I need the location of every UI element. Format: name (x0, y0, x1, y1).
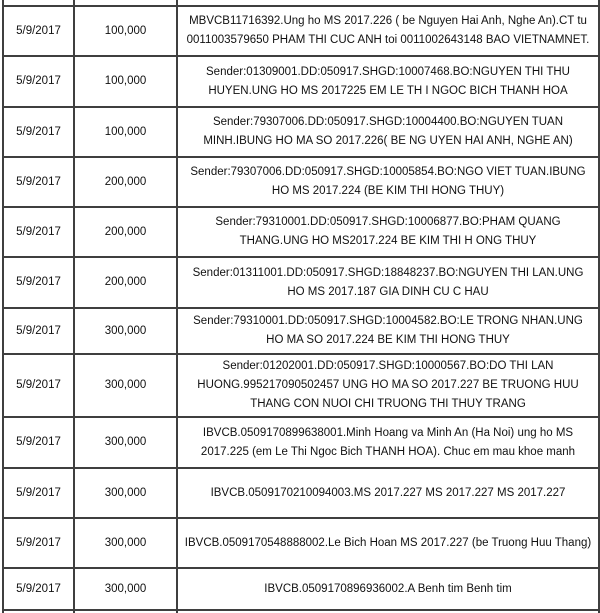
date-cell: 5/9/2017 (3, 257, 74, 308)
table-row (3, 518, 599, 568)
date-cell: 5/9/2017 (3, 6, 74, 56)
description-cell: Sender:01309001.DD:050917.SHGD:10007468.BO:NGUYEN THI THU HUYEN.UNG HO MS 2017225 EM LE TH I NGOC BICH THANH HOA (177, 56, 599, 107)
amount-cell: 300,000 (74, 308, 177, 354)
donation-transaction-table (2, 0, 600, 613)
description-cell: Sender:01202001.DD:050917.SHGD:10000567.BO:DO THI LAN HUONG.995217090502457 UNG HO MA SO 2017.227 BE TRUONG HUU THANG CON NUOI CHI TRUONG THI THUY TRANG (177, 354, 599, 417)
description-cell: IBVCB.0509170899638001.Minh Hoang va Minh An (Ha Noi) ung ho MS 2017.225 (em Le Thi Ngoc Bich THANH HOA). Chuc em mau khoe manh (177, 417, 599, 468)
date-cell: 5/9/2017 (3, 56, 74, 107)
table-row (3, 107, 599, 157)
date-cell: 5/9/2017 (3, 354, 74, 417)
date-cell: 5/9/2017 (3, 107, 74, 157)
date-cell: 5/9/2017 (3, 468, 74, 518)
date-cell: 5/9/2017 (3, 157, 74, 207)
amount-cell: 300,000 (74, 518, 177, 568)
description-cell: IBVCB.0509170548888002.Le Bich Hoan MS 2017.227 (be Truong Huu Thang) (177, 518, 599, 568)
description-cell: IBVCB.0509170896936002.A Benh tim Benh tim (177, 568, 599, 610)
date-cell: 5/9/2017 (3, 518, 74, 568)
description-cell: Sender:01311001.DD:050917.SHGD:18848237.BO:NGUYEN THI LAN.UNG HO MS 2017.187 GIA DINH CU C HAU (177, 257, 599, 308)
table-row (3, 157, 599, 207)
date-cell: 5/9/2017 (3, 308, 74, 354)
amount-cell: 200,000 (74, 207, 177, 257)
amount-cell: 200,000 (74, 157, 177, 207)
table-row (3, 417, 599, 468)
description-cell: Sender:79307006.DD:050917.SHGD:10005854.BO:NGO VIET TUAN.IBUNG HO MS 2017.224 (BE KIM THI HONG THUY) (177, 157, 599, 207)
description-cell: Sender:79310001.DD:050917.SHGD:10004582.BO:LE TRONG NHAN.UNG HO MA SO 2017.224 BE KIM THI HONG THUY (177, 308, 599, 354)
table-row (3, 56, 599, 107)
amount-cell: 300,000 (74, 568, 177, 610)
amount-cell: 300,000 (74, 354, 177, 417)
table-row (3, 6, 599, 56)
amount-cell: 300,000 (74, 468, 177, 518)
description-cell: MBVCB11716392.Ung ho MS 2017.226 ( be Nguyen Hai Anh, Nghe An).CT tu 0011003579650 PHAM THI CUC ANH toi 0011002643148 BAO VIETNAMNET. (177, 6, 599, 56)
table-row (3, 257, 599, 308)
amount-cell: 100,000 (74, 56, 177, 107)
table-row (3, 354, 599, 417)
description-cell: Sender:79307006.DD:050917.SHGD:10004400.BO:NGUYEN TUAN MINH.IBUNG HO MA SO 2017.226( BE NG UYEN HAI ANH, NGHE AN) (177, 107, 599, 157)
description-cell: IBVCB.0509170210094003.MS 2017.227 MS 2017.227 MS 2017.227 (177, 468, 599, 518)
description-cell: Sender:79310001.DD:050917.SHGD:10006877.BO:PHAM QUANG THANG.UNG HO MS2017.224 BE KIM THI H ONG THUY (177, 207, 599, 257)
date-cell: 5/9/2017 (3, 568, 74, 610)
amount-cell: 200,000 (74, 257, 177, 308)
date-cell: 5/9/2017 (3, 207, 74, 257)
date-cell: 5/9/2017 (3, 417, 74, 468)
table-row (3, 207, 599, 257)
amount-cell: 100,000 (74, 107, 177, 157)
table-row (3, 568, 599, 610)
table-row (3, 468, 599, 518)
amount-cell: 100,000 (74, 6, 177, 56)
amount-cell: 300,000 (74, 417, 177, 468)
table-row (3, 308, 599, 354)
